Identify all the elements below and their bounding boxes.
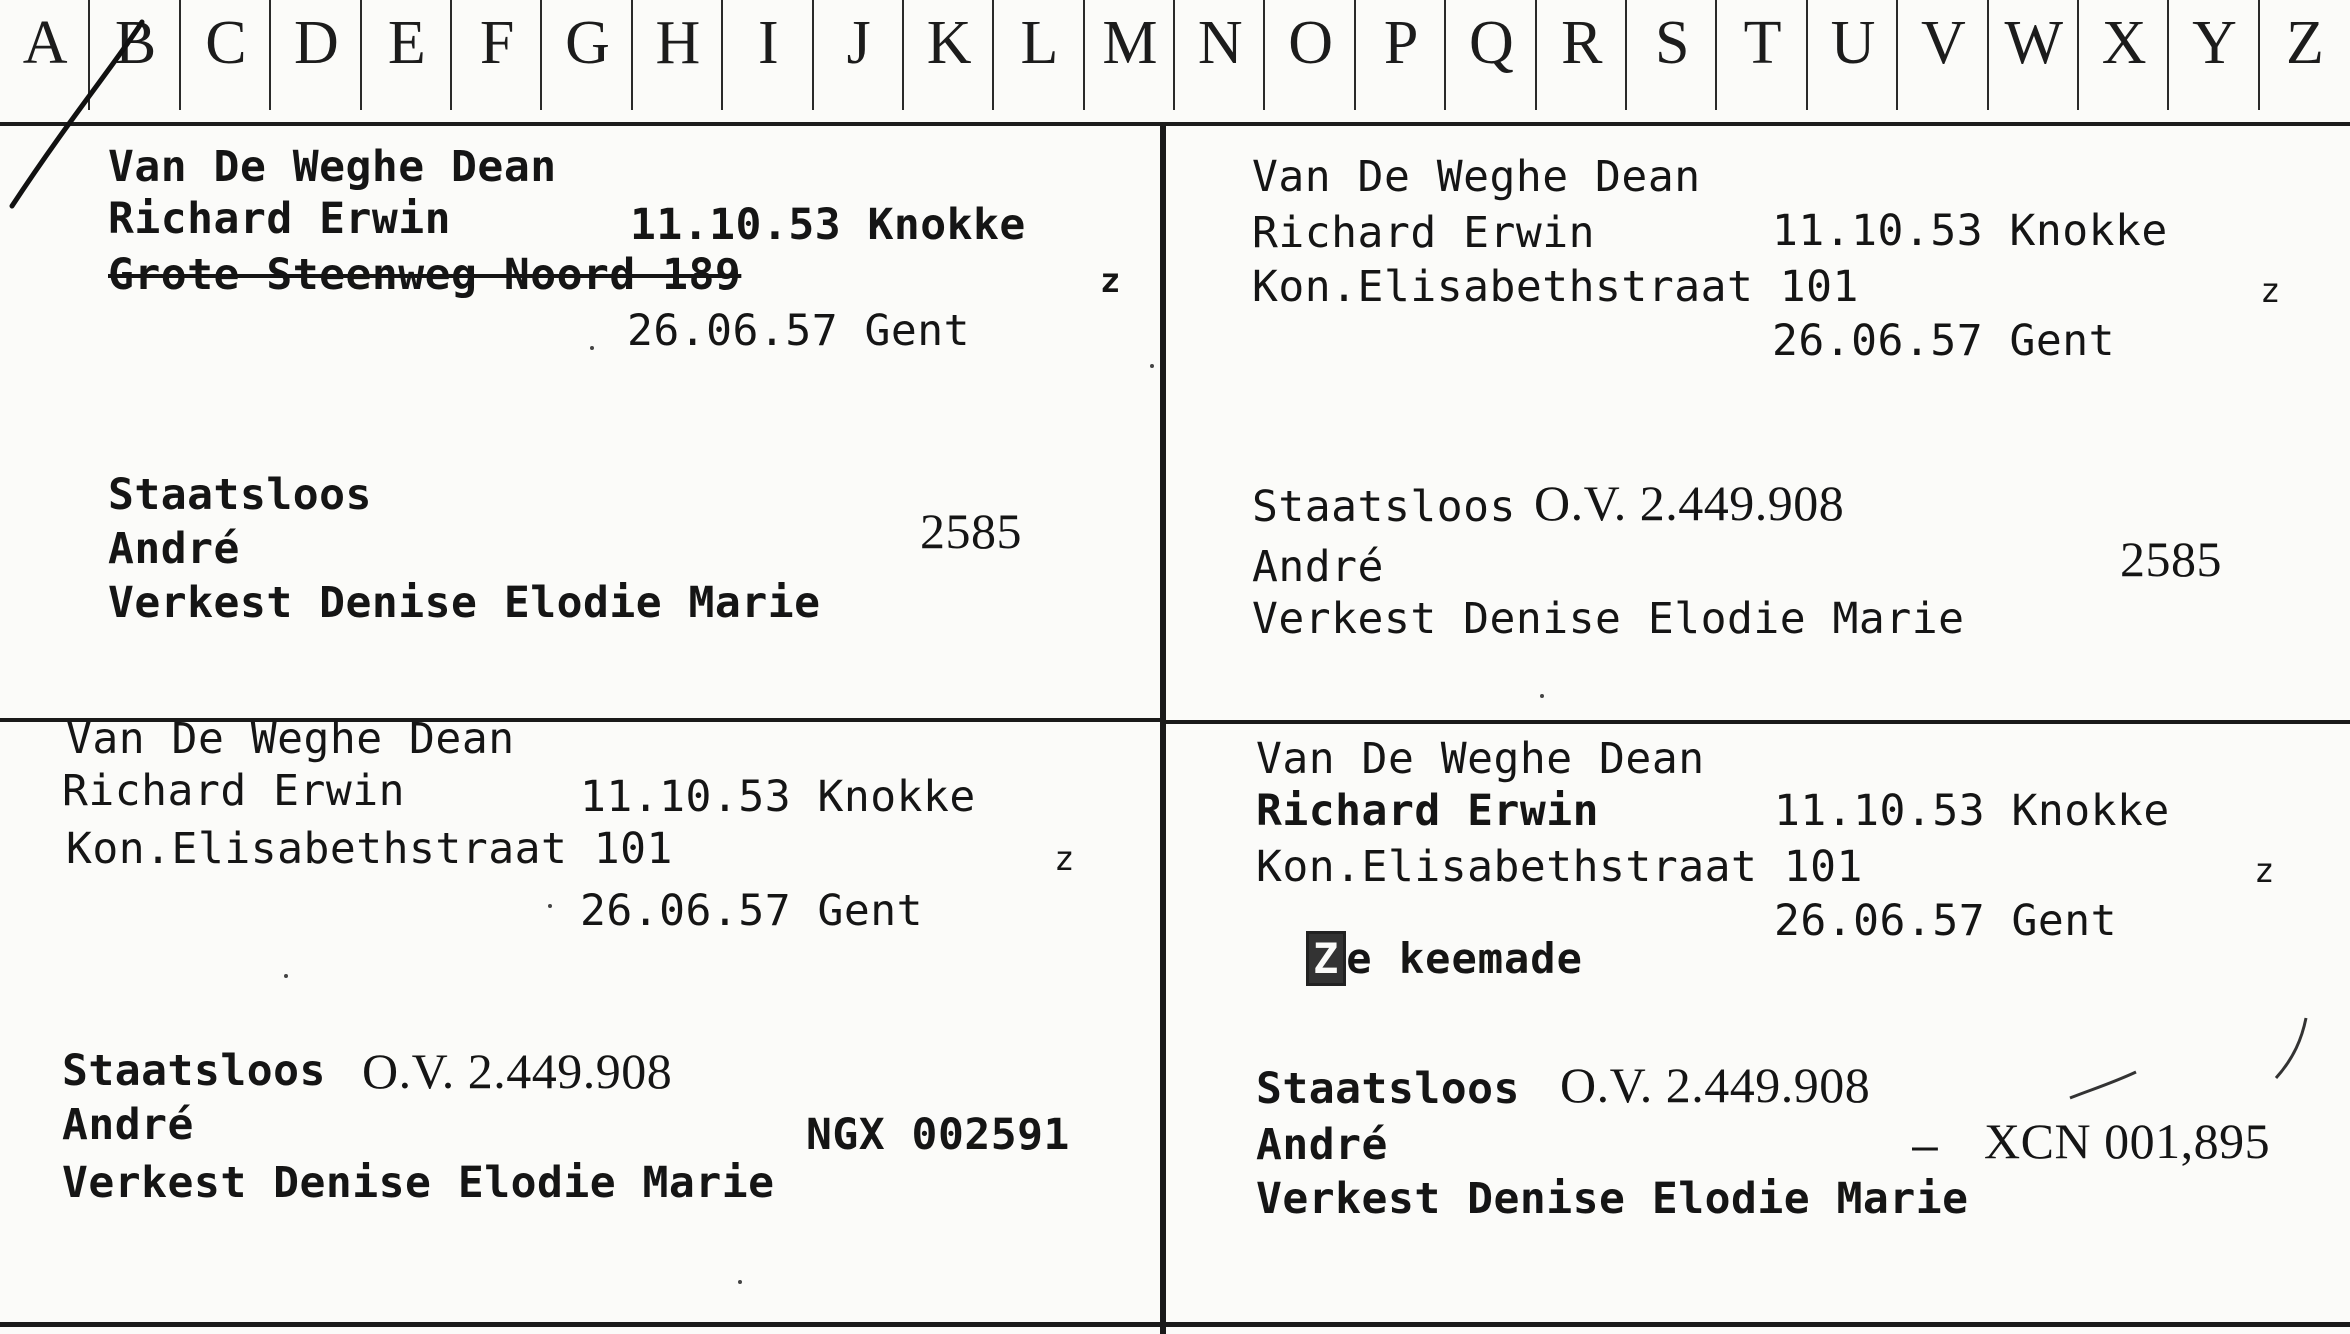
code-letter: z xyxy=(2260,271,2281,311)
scan-speck xyxy=(284,974,288,978)
index-letter-z[interactable]: Z xyxy=(2286,9,2324,77)
index-letter-w[interactable]: W xyxy=(1989,0,2079,122)
scan-speck xyxy=(548,904,552,908)
code-letter: z xyxy=(2254,851,2275,891)
index-letter-v[interactable]: V xyxy=(1898,0,1988,122)
record-card-bottom-left xyxy=(0,714,1160,1322)
ov-number: O.V. 2.449.908 xyxy=(1560,1057,1871,1113)
stamp-box-letter: Z xyxy=(1306,931,1346,986)
mother-name: Verkest Denise Elodie Marie xyxy=(1256,1174,1969,1224)
ov-number: O.V. 2.449.908 xyxy=(1534,475,1845,531)
given-names: Richard Erwin xyxy=(1252,208,1596,258)
surname: Van De Weghe Dean xyxy=(108,142,557,192)
index-letter-s[interactable]: S xyxy=(1627,0,1717,122)
pen-tick-mark xyxy=(2066,1064,2146,1104)
index-letter-h[interactable]: H xyxy=(633,0,723,122)
index-letter-l[interactable]: L xyxy=(994,0,1084,122)
record-number: XCN 001,895 xyxy=(1984,1113,2271,1169)
scan-speck xyxy=(590,346,594,350)
index-letter-d[interactable]: D xyxy=(271,0,361,122)
mother-name: Verkest Denise Elodie Marie xyxy=(108,578,821,628)
nationality: Staatsloos xyxy=(62,1046,326,1096)
number-dash: – xyxy=(1912,1122,1939,1172)
given-names: Richard Erwin xyxy=(108,194,452,244)
rubber-stamp xyxy=(1306,934,1583,983)
index-letter-r[interactable]: R xyxy=(1537,0,1627,122)
index-letter-u[interactable]: U xyxy=(1808,0,1898,122)
scan-speck xyxy=(738,1280,742,1284)
index-letter-p[interactable]: P xyxy=(1356,0,1446,122)
record-card-bottom-right xyxy=(1166,724,2350,1322)
father-name: André xyxy=(1252,542,1384,592)
surname: Van De Weghe Dean xyxy=(1256,734,1705,784)
birth-date-place: 11.10.53 Knokke xyxy=(1774,786,2170,836)
father-name: André xyxy=(1256,1120,1388,1170)
address: Kon.Elisabethstraat 101 xyxy=(66,824,673,874)
index-letter-e[interactable]: E xyxy=(362,0,452,122)
address: Kon.Elisabethstraat 101 xyxy=(1256,842,1863,892)
scan-speck xyxy=(1540,694,1544,698)
record-card-top-left xyxy=(0,126,1160,718)
address: Kon.Elisabethstraat 101 xyxy=(1252,262,1859,312)
index-letter-o[interactable]: O xyxy=(1265,0,1355,122)
record-card-top-right xyxy=(1166,126,2350,720)
stamp-text: e keemade xyxy=(1346,934,1583,983)
index-letter-i[interactable]: I xyxy=(723,0,813,122)
record-number: 2585 xyxy=(2120,531,2222,587)
card-divider-bottom xyxy=(1166,1322,2350,1327)
index-letter-m[interactable]: M xyxy=(1085,0,1175,122)
arrival-date-place: 26.06.57 Gent xyxy=(1772,316,2116,366)
code-letter: z xyxy=(1100,261,1121,301)
index-letter-k[interactable]: K xyxy=(904,0,994,122)
pen-stroke-mark xyxy=(2266,1014,2326,1094)
scan-speck xyxy=(1150,364,1154,368)
surname: Van De Weghe Dean xyxy=(1252,152,1701,202)
index-letter-f[interactable]: F xyxy=(452,0,542,122)
nationality: Staatsloos xyxy=(1256,1064,1520,1114)
given-names: Richard Erwin xyxy=(1256,786,1600,836)
index-letter-y[interactable]: Y xyxy=(2169,0,2259,122)
index-letter-x[interactable]: X xyxy=(2079,0,2169,122)
birth-date-place: 11.10.53 Knokke xyxy=(1772,206,2168,256)
arrival-date-place: 26.06.57 Gent xyxy=(1774,896,2118,946)
record-number: 2585 xyxy=(920,503,1022,559)
index-letter-g[interactable]: G xyxy=(542,0,632,122)
father-name: André xyxy=(108,524,240,574)
index-letter-q[interactable]: Q xyxy=(1446,0,1536,122)
given-names: Richard Erwin xyxy=(62,766,406,816)
arrival-date-place: 26.06.57 Gent xyxy=(580,886,924,936)
index-letter-j[interactable]: J xyxy=(814,0,904,122)
birth-date-place: 11.10.53 Knokke xyxy=(580,772,976,822)
nationality: Staatsloos xyxy=(1252,482,1516,532)
arrival-date-place: 26.06.57 Gent xyxy=(627,306,971,356)
code-letter: z xyxy=(1054,839,1075,879)
father-name: André xyxy=(62,1100,194,1150)
mother-name: Verkest Denise Elodie Marie xyxy=(1252,594,1965,644)
ov-number: O.V. 2.449.908 xyxy=(362,1043,673,1099)
nationality: Staatsloos xyxy=(108,470,372,520)
index-letter-t[interactable]: T xyxy=(1717,0,1807,122)
index-letter-c[interactable]: C xyxy=(181,0,271,122)
index-letter-n[interactable]: N xyxy=(1175,0,1265,122)
birth-date-place: 11.10.53 Knokke xyxy=(630,200,1026,250)
surname: Van De Weghe Dean xyxy=(66,714,515,764)
record-number: NGX 002591 xyxy=(806,1110,1070,1160)
mother-name: Verkest Denise Elodie Marie xyxy=(62,1158,775,1208)
alphabet-index-strip xyxy=(0,0,2350,126)
card-divider-bottom xyxy=(0,1322,1160,1327)
index-letter-b[interactable]: B xyxy=(90,0,180,122)
index-letter-a[interactable]: A xyxy=(0,0,90,122)
address-struck: Grote Steenweg Noord 189 xyxy=(108,250,742,300)
